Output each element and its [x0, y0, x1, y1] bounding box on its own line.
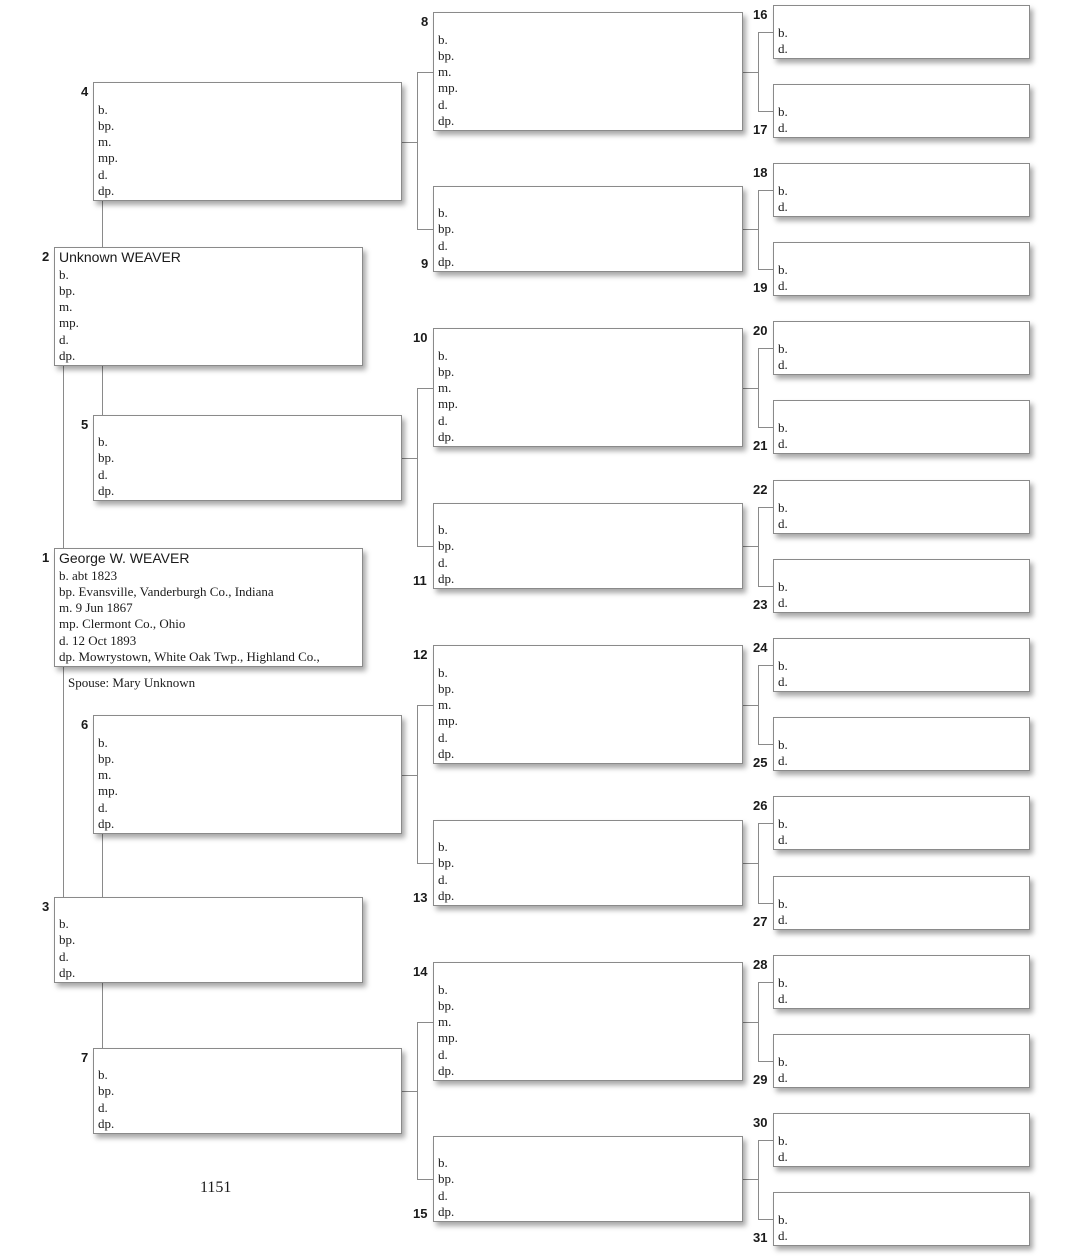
person-field: bp. — [438, 538, 455, 554]
person-field: b. — [778, 340, 788, 356]
person-number: 8 — [421, 14, 429, 29]
person-box-17 — [773, 84, 1030, 138]
person-box-10 — [433, 328, 743, 447]
person-field: m. — [98, 767, 112, 783]
connector-9-19 — [758, 269, 773, 270]
connector-3-7 — [102, 983, 103, 1048]
person-field: b. — [778, 499, 788, 515]
person-field: d. — [778, 911, 788, 927]
connector-8-h — [743, 72, 758, 73]
person-field: b. — [438, 347, 448, 363]
person-number: 1 — [42, 550, 50, 565]
person-field: d. — [778, 594, 788, 610]
person-field: b. — [778, 1053, 788, 1069]
person-field: bp. — [59, 932, 76, 948]
person-number: 17 — [753, 122, 768, 137]
person-field: mp. Clermont Co., Ohio — [59, 616, 186, 632]
person-field: dp. Mowrystown, White Oak Twp., Highland Co., — [59, 648, 320, 664]
person-field: bp. Evansville, Vanderburgh Co., Indiana — [59, 584, 274, 600]
person-box-5 — [93, 415, 402, 501]
person-field: d. — [438, 871, 448, 887]
person-field: b. — [778, 1211, 788, 1227]
person-number: 7 — [81, 1050, 89, 1065]
person-field: m. — [98, 134, 112, 150]
person-field: dp. — [98, 1115, 115, 1131]
connector-6-13 — [417, 863, 433, 864]
person-field: m. — [438, 1014, 452, 1030]
connector-12-25 — [758, 744, 773, 745]
person-field: mp. — [438, 1030, 458, 1046]
person-box-4 — [93, 82, 402, 201]
person-number: 2 — [42, 249, 50, 264]
connector-15-v — [758, 1140, 759, 1219]
person-field: dp. — [438, 570, 455, 586]
connector-6-12 — [417, 705, 433, 706]
person-fields — [778, 500, 1025, 532]
person-field: b. — [778, 736, 788, 752]
person-field: b. — [98, 101, 108, 117]
connector-15-h — [743, 1179, 758, 1180]
person-field: d. — [778, 673, 788, 689]
connector-2-4 — [102, 201, 103, 247]
connector-13-h — [743, 863, 758, 864]
person-fields — [59, 568, 358, 665]
connector-12-24 — [758, 665, 773, 666]
person-box-8 — [433, 12, 743, 131]
person-field: b. — [778, 657, 788, 673]
person-field: mp. — [438, 713, 458, 729]
person-field: bp. — [438, 364, 455, 380]
person-fields — [98, 102, 397, 199]
person-field: b. — [59, 266, 69, 282]
person-name: Unknown WEAVER — [59, 249, 181, 265]
person-field: b. — [438, 31, 448, 47]
person-field: d. — [438, 412, 448, 428]
person-fields — [778, 420, 1025, 452]
person-fields — [778, 183, 1025, 215]
person-fields — [778, 1212, 1025, 1244]
person-number: 26 — [753, 798, 768, 813]
connector-4-9 — [417, 229, 433, 230]
person-field: dp. — [59, 347, 76, 363]
person-field: m. — [438, 64, 452, 80]
connector-11-h — [743, 546, 758, 547]
person-field: bp. — [438, 1171, 455, 1187]
person-field: m. — [59, 299, 73, 315]
connector-11-22 — [758, 507, 773, 508]
person-number: 3 — [42, 899, 50, 914]
person-field: bp. — [98, 118, 115, 134]
person-number: 9 — [421, 256, 429, 271]
person-number: 27 — [753, 914, 768, 929]
person-box-1 — [54, 548, 363, 667]
connector-3-6 — [102, 834, 103, 897]
person-box-23 — [773, 559, 1030, 613]
person-fields — [438, 32, 738, 129]
person-field: d. — [778, 119, 788, 135]
person-field: d. — [778, 435, 788, 451]
person-field: d. — [59, 331, 69, 347]
person-field: mp. — [98, 150, 118, 166]
person-box-16 — [773, 5, 1030, 59]
person-box-26 — [773, 796, 1030, 850]
person-field: d. — [778, 277, 788, 293]
person-number: 15 — [413, 1206, 428, 1221]
person-field: m. 9 Jun 1867 — [59, 600, 133, 616]
connector-13-27 — [758, 903, 773, 904]
person-fields — [98, 735, 397, 832]
spouse-line: Spouse: Mary Unknown — [68, 675, 196, 690]
connector-7-h — [402, 1091, 417, 1092]
person-field: b. — [778, 24, 788, 40]
person-field: d. — [778, 1148, 788, 1164]
connector-13-v — [758, 823, 759, 903]
person-field: bp. — [438, 855, 455, 871]
person-field: d. — [778, 40, 788, 56]
person-field: d. — [778, 1227, 788, 1243]
person-field: b. — [98, 1067, 108, 1083]
person-field: b. — [778, 419, 788, 435]
page-number: 1151 — [200, 1179, 232, 1196]
person-fields — [438, 665, 738, 762]
person-field: b. — [438, 1155, 448, 1171]
connector-7-14 — [417, 1022, 433, 1023]
person-box-24 — [773, 638, 1030, 692]
person-number: 29 — [753, 1072, 768, 1087]
person-box-20 — [773, 321, 1030, 375]
person-field: d. — [98, 166, 108, 182]
person-field: d. — [778, 356, 788, 372]
person-field: d. — [98, 466, 108, 482]
person-fields — [778, 975, 1025, 1007]
person-fields — [778, 816, 1025, 848]
person-fields — [778, 1054, 1025, 1086]
person-fields — [778, 1133, 1025, 1165]
connector-14-29 — [758, 1061, 773, 1062]
person-field: d. — [438, 554, 448, 570]
connector-5-h — [402, 458, 417, 459]
connector-5-10 — [417, 388, 433, 389]
connector-5-11 — [417, 546, 433, 547]
person-box-28 — [773, 955, 1030, 1009]
person-field: bp. — [438, 998, 455, 1014]
connector-15-31 — [758, 1219, 773, 1220]
person-field: bp. — [59, 283, 76, 299]
person-field: mp. — [438, 80, 458, 96]
person-box-15 — [433, 1136, 743, 1222]
person-field: m. — [438, 697, 452, 713]
person-field: bp. — [438, 221, 455, 237]
person-field: b. — [778, 578, 788, 594]
connector-9-h — [743, 229, 758, 230]
person-field: dp. — [438, 428, 455, 444]
person-number: 19 — [753, 280, 768, 295]
person-box-14 — [433, 962, 743, 1081]
person-field: d. — [438, 237, 448, 253]
person-field: d. — [438, 96, 448, 112]
person-box-25 — [773, 717, 1030, 771]
person-field: b. — [98, 734, 108, 750]
person-fields — [778, 25, 1025, 57]
person-number: 24 — [753, 640, 768, 655]
person-field: b. — [59, 916, 69, 932]
person-field: b. — [778, 103, 788, 119]
person-box-3 — [54, 897, 363, 983]
person-field: d. — [778, 515, 788, 531]
person-box-19 — [773, 242, 1030, 296]
connector-7-15 — [417, 1179, 433, 1180]
connector-6-v — [417, 705, 418, 864]
connector-1-3 — [63, 667, 64, 897]
person-number: 6 — [81, 717, 89, 732]
connector-4-h — [402, 142, 417, 143]
person-field: bp. — [438, 681, 455, 697]
connector-7-v — [417, 1022, 418, 1180]
connector-8-16 — [758, 32, 773, 33]
person-field: b. — [98, 434, 108, 450]
person-box-29 — [773, 1034, 1030, 1088]
connector-4-8 — [417, 72, 433, 73]
connector-5-v — [417, 388, 418, 547]
person-field: b. — [778, 974, 788, 990]
person-number: 21 — [753, 438, 768, 453]
person-field: b. — [778, 182, 788, 198]
person-number: 23 — [753, 597, 768, 612]
person-field: dp. — [438, 112, 455, 128]
person-number: 30 — [753, 1115, 768, 1130]
person-field: b. — [438, 839, 448, 855]
connector-11-23 — [758, 586, 773, 587]
person-box-12 — [433, 645, 743, 764]
person-number: 22 — [753, 482, 768, 497]
person-number: 12 — [413, 647, 428, 662]
person-field: dp. — [438, 1203, 455, 1219]
person-number: 10 — [413, 330, 428, 345]
person-number: 4 — [81, 84, 89, 99]
person-field: bp. — [438, 48, 455, 64]
connector-10-h — [743, 388, 758, 389]
person-box-7 — [93, 1048, 402, 1134]
person-fields — [778, 341, 1025, 373]
person-number: 28 — [753, 957, 768, 972]
connector-14-28 — [758, 982, 773, 983]
person-box-11 — [433, 503, 743, 589]
person-field: dp. — [438, 253, 455, 269]
person-number: 14 — [413, 964, 428, 979]
person-fields — [59, 267, 358, 364]
person-number: 20 — [753, 323, 768, 338]
connector-8-v — [758, 32, 759, 111]
connector-1-2 — [63, 366, 64, 548]
person-field: dp. — [438, 1062, 455, 1078]
connector-11-v — [758, 507, 759, 586]
person-field: d. — [778, 752, 788, 768]
connector-2-5 — [102, 366, 103, 415]
person-number: 25 — [753, 755, 768, 770]
person-field: b. — [438, 981, 448, 997]
person-box-13 — [433, 820, 743, 906]
person-fields — [778, 262, 1025, 294]
person-field: bp. — [98, 1083, 115, 1099]
connector-13-26 — [758, 823, 773, 824]
person-box-6 — [93, 715, 402, 834]
person-field: b. — [778, 1132, 788, 1148]
person-fields — [438, 522, 738, 587]
connector-12-v — [758, 665, 759, 744]
person-field: d. — [778, 1069, 788, 1085]
person-field: dp. — [98, 182, 115, 198]
person-field: b. — [778, 895, 788, 911]
person-fields — [438, 839, 738, 904]
person-number: 31 — [753, 1230, 768, 1245]
person-fields — [778, 896, 1025, 928]
person-box-9 — [433, 186, 743, 272]
person-field: m. — [438, 380, 452, 396]
person-field: b. — [778, 261, 788, 277]
person-field: dp. — [98, 815, 115, 831]
connector-9-18 — [758, 190, 773, 191]
person-number: 13 — [413, 890, 428, 905]
person-field: d. — [438, 1187, 448, 1203]
person-box-22 — [773, 480, 1030, 534]
person-number: 16 — [753, 7, 768, 22]
person-fields — [438, 982, 738, 1079]
connector-14-v — [758, 982, 759, 1061]
person-field: b. — [438, 664, 448, 680]
connector-12-h — [743, 705, 758, 706]
person-fields — [778, 579, 1025, 611]
person-box-2 — [54, 247, 363, 366]
connector-14-h — [743, 1022, 758, 1023]
person-box-30 — [773, 1113, 1030, 1167]
person-fields — [778, 737, 1025, 769]
person-box-21 — [773, 400, 1030, 454]
person-box-27 — [773, 876, 1030, 930]
person-field: bp. — [98, 751, 115, 767]
person-fields — [438, 1155, 738, 1220]
person-fields — [438, 348, 738, 445]
person-fields — [59, 916, 358, 981]
person-field: d. — [59, 948, 69, 964]
person-field: d. — [778, 198, 788, 214]
connector-10-21 — [758, 427, 773, 428]
connector-6-h — [402, 775, 417, 776]
person-number: 18 — [753, 165, 768, 180]
person-number: 11 — [413, 573, 427, 588]
person-fields — [778, 658, 1025, 690]
person-field: mp. — [438, 396, 458, 412]
person-field: d. — [778, 990, 788, 1006]
person-fields — [98, 434, 397, 499]
person-field: d. — [438, 729, 448, 745]
person-field: mp. — [98, 783, 118, 799]
connector-9-v — [758, 190, 759, 269]
person-field: b. — [438, 522, 448, 538]
person-field: dp. — [59, 964, 76, 980]
person-box-18 — [773, 163, 1030, 217]
person-fields — [778, 104, 1025, 136]
person-field: d. — [778, 831, 788, 847]
person-field: d. — [98, 799, 108, 815]
connector-4-v — [417, 72, 418, 230]
person-field: b. abt 1823 — [59, 567, 118, 583]
person-field: dp. — [438, 887, 455, 903]
person-field: d. — [438, 1046, 448, 1062]
person-field: b. — [438, 205, 448, 221]
connector-10-v — [758, 348, 759, 427]
person-name: George W. WEAVER — [59, 550, 190, 566]
connector-10-20 — [758, 348, 773, 349]
person-field: b. — [778, 815, 788, 831]
person-field: dp. — [438, 745, 455, 761]
person-field: dp. — [98, 482, 115, 498]
person-field: bp. — [98, 450, 115, 466]
person-field: mp. — [59, 315, 79, 331]
person-fields — [438, 205, 738, 270]
person-fields — [98, 1067, 397, 1132]
person-field: d. 12 Oct 1893 — [59, 632, 137, 648]
connector-15-30 — [758, 1140, 773, 1141]
person-field: d. — [98, 1099, 108, 1115]
person-box-31 — [773, 1192, 1030, 1246]
connector-8-17 — [758, 111, 773, 112]
person-number: 5 — [81, 417, 89, 432]
